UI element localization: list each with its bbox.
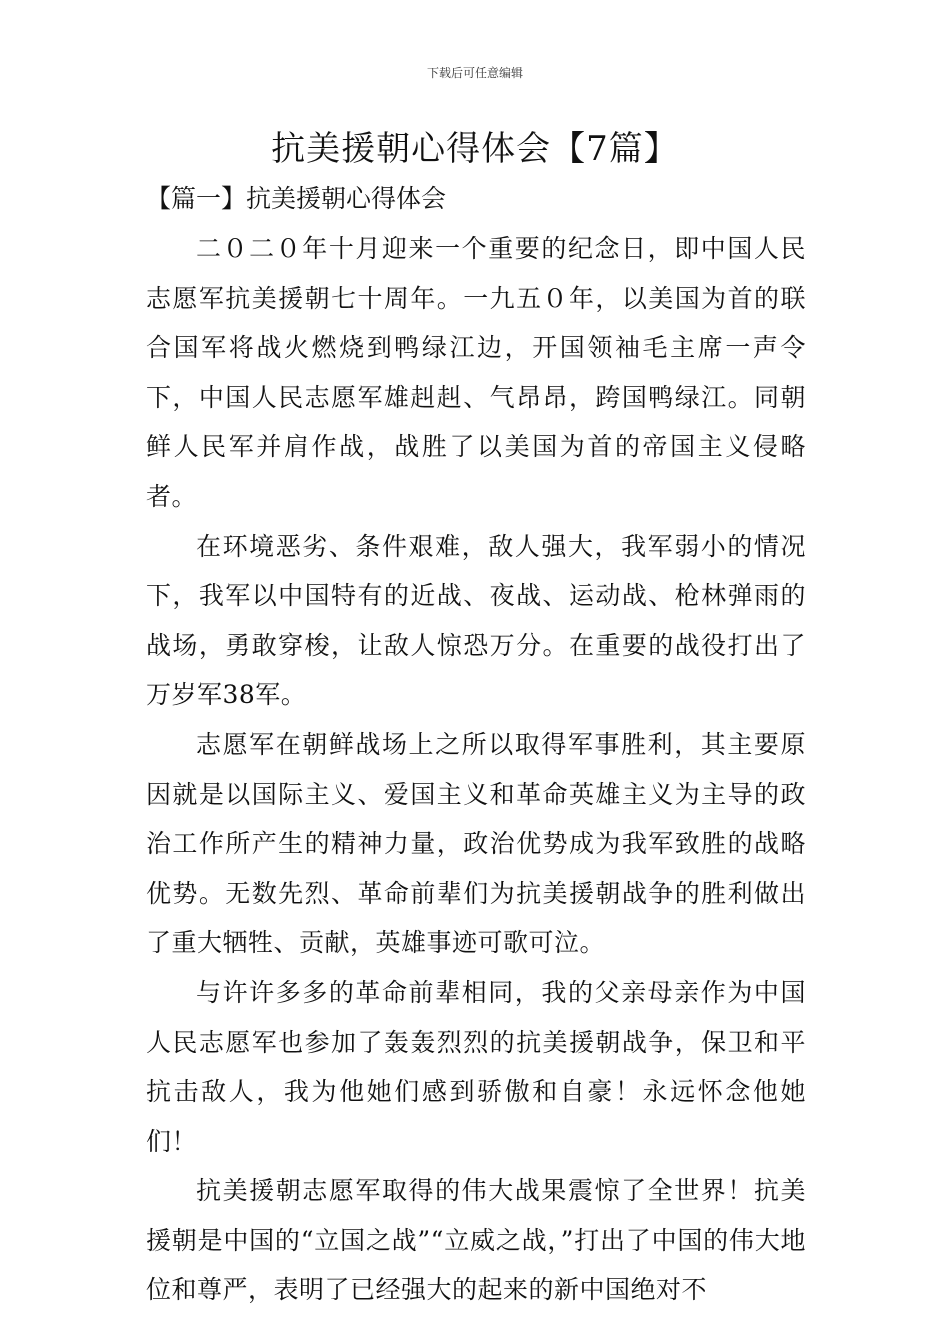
- body-paragraph-4: 与许许多多的革命前辈相同，我的父亲母亲作为中国人民志愿军也参加了轰轰烈烈的抗美援朝战争，保卫和平抗击敌人，我为他她们感到骄傲和自豪！永远怀念他她们！: [146, 977, 806, 1156]
- body-paragraph-1: 二０二０年十月迎来一个重要的纪念日，即中国人民志愿军抗美援朝七十周年。一九五０年，以美国为首的联合国军将战火燃烧到鸭绿江边，开国领袖毛主席一声令下，中国人民志愿军雄赳赳、气昂昂，跨国鸭绿江。同朝鲜人民军并肩作战，战胜了以美国为首的帝国主义侵略者。: [146, 234, 806, 511]
- page-header-note: 下载后可任意编辑: [426, 66, 523, 80]
- document-body: [146, 224, 806, 1315]
- document-title: 抗美援朝心得体会【7篇】: [271, 129, 679, 169]
- body-paragraph-5: 抗美援朝志愿军取得的伟大战果震惊了全世界！抗美援朝是中国的“立国之战”“立威之战，”打出了中国的伟大地位和尊严，表明了已经强大的起来的新中国绝对不: [146, 1176, 806, 1305]
- body-paragraph-3: 志愿军在朝鲜战场上之所以取得军事胜利，其主要原因就是以国际主义、爱国主义和革命英雄主义为主导的政治工作所产生的精神力量，政治优势成为我军致胜的战略优势。无数先烈、革命前辈们为抗美援朝战争的胜利做出了重大牺牲、贡献，英雄事迹可歌可泣。: [146, 729, 806, 958]
- section-heading: 【篇一】抗美援朝心得体会: [146, 184, 447, 213]
- body-paragraph-2: 在环境恶劣、条件艰难，敌人强大，我军弱小的情况下，我军以中国特有的近战、夜战、运动战、枪林弹雨的战场，勇敢穿梭，让敌人惊恐万分。在重要的战役打出了万岁军38军。: [146, 531, 806, 710]
